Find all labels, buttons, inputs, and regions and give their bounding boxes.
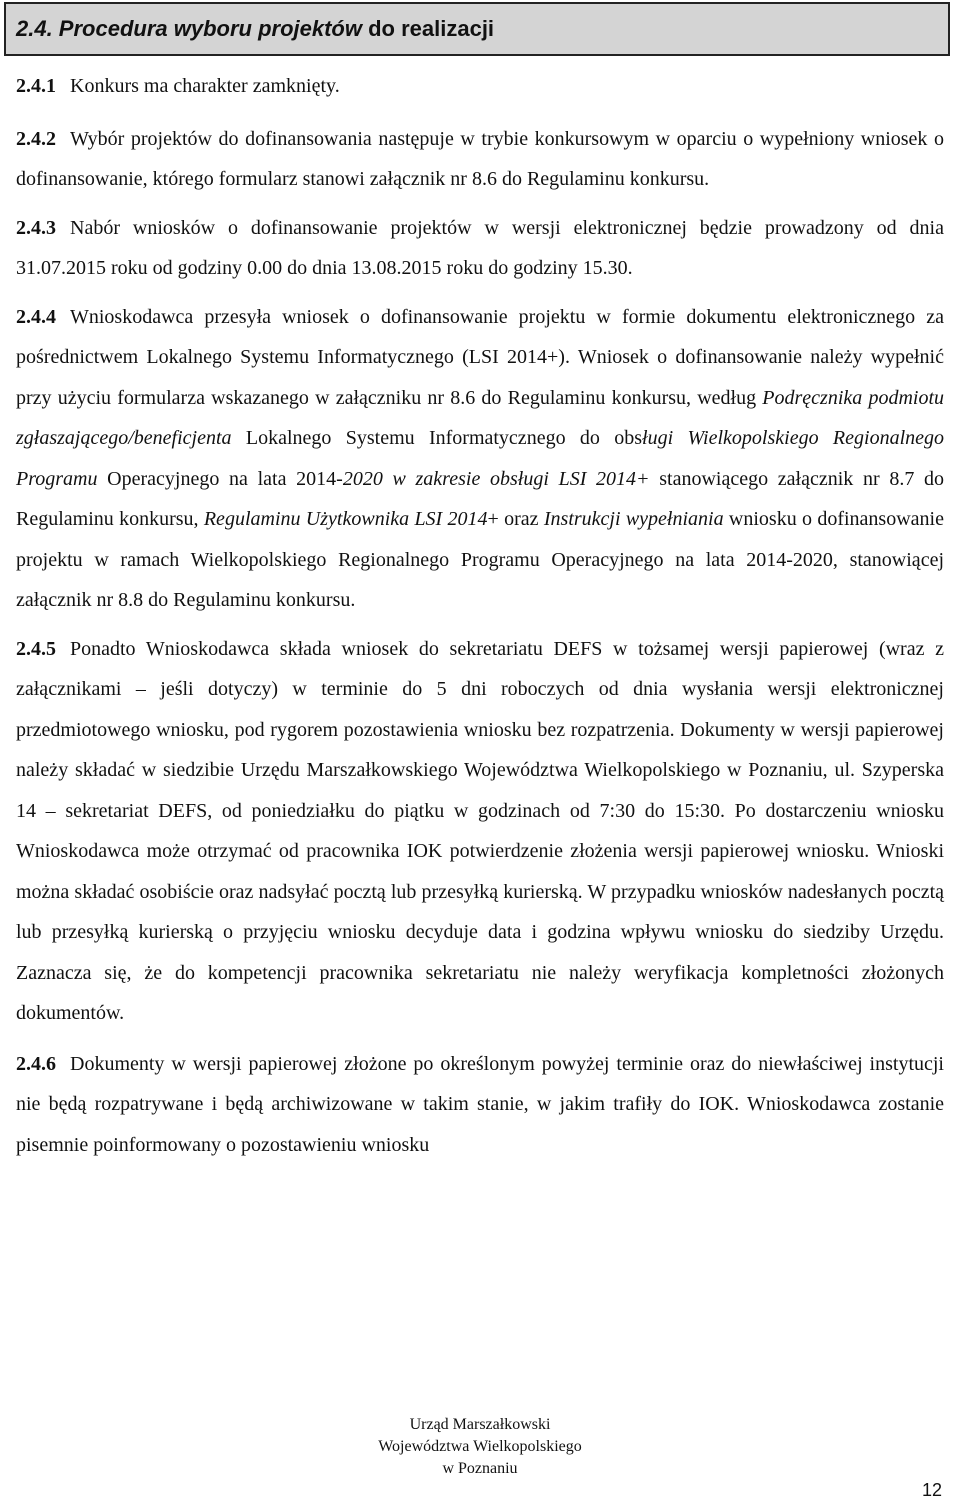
footer-line-3: w Poznaniu <box>442 1460 518 1477</box>
paragraph-2-4-3 <box>16 208 944 289</box>
section-title-italic: 2.4. Procedura wyboru projektów <box>16 16 362 41</box>
paragraph-number: 2.4.3 <box>16 216 56 239</box>
paragraph-text: Wybór projektów do dofinansowania następuje w trybie konkursowym w oparciu o wypełniony wniosek o dofinansowanie, którego formularz stanowi załącznik nr 8.6 do Regulaminu konkursu. <box>16 127 944 190</box>
footer-line-1: Urząd Marszałkowski <box>409 1416 551 1433</box>
section-title <box>16 16 494 42</box>
paragraph-text-e: + oraz <box>487 508 544 530</box>
paragraph-text: Konkurs ma charakter zamknięty. <box>70 75 340 97</box>
paragraph-text: Nabór wniosków o dofinansowanie projektów w wersji elektronicznej będzie prowadzony od dnia 31.07.2015 roku od godziny 0.00 do dnia 13.08.2015 roku do godziny 15.30. <box>16 216 944 279</box>
paragraph-2-4-2 <box>16 119 944 200</box>
paragraph-2-4-5 <box>16 629 944 1034</box>
paragraph-italic-c: 2020 w zakresie obsługi LSI 2014+ <box>342 467 650 490</box>
paragraph-number: 2.4.6 <box>16 1052 56 1075</box>
paragraph-italic-b: ługi Wielkopolskiego Regionalnego Programu <box>16 427 945 490</box>
paragraph-text-f: wniosku o dofinansowanie projektu w ramach Wielkopolskiego Regionalnego Programu Operacyjnego na lata 2014-2020, stanowiącej załącznik nr 8.8 do Regulaminu konkursu. <box>16 508 944 611</box>
page-footer <box>0 1414 960 1480</box>
paragraph-2-4-6 <box>16 1044 944 1166</box>
paragraph-2-4-1 <box>16 66 944 107</box>
paragraph-text: Dokumenty w wersji papierowej złożone po określonym powyżej terminie oraz do niewłaściwej instytucji nie będą rozpatrywane i będą archiwizowane w takim stanie, w jakim trafiły do IOK. Wnioskodawca zostanie pisemnie poinformowany o pozostawieniu wniosku <box>16 1052 944 1156</box>
paragraph-text-b: Lokalnego Systemu Informatycznego do obs <box>231 427 643 449</box>
paragraph-text: Ponadto Wnioskodawca składa wniosek do sekretariatu DEFS w tożsamej wersji papierowej (wraz z załącznikami – jeśli dotyczy) w terminie do 5 dni roboczych od dnia wysłania wersji elektronicznej przedmiotowego wniosku, pod rygorem pozostawienia wniosku bez rozpatrzenia. Dokumenty w wersji papierowej należy składać w siedzibie Urzędu Marszałkowskiego Województwa Wielkopolskiego w Poznaniu, ul. Szyperska 14 – sekretariat DEFS, od poniedziałku do piątku w godzinach od 7:30 do 15:30. Po dostarczeniu wniosku Wnioskodawca może otrzymać od pracownika IOK potwierdzenie złożenia wersji papierowej wniosku. Wnioski można składać osobiście oraz nadsyłać pocztą lub przesyłką kurierską. W przypadku wniosków nadesłanych pocztą lub przesyłką kurierską o przyjęciu wniosku decyduje data i godzina wpływu wniosku do siedziby Urzędu. Zaznacza się, że do kompetencji pracownika sekretariatu nie należy weryfikacja kompletności złożonych dokumentów. <box>16 637 944 1024</box>
section-title-rest: do realizacji <box>361 16 495 41</box>
footer-line-2: Województwa Wielkopolskiego <box>378 1438 582 1455</box>
paragraph-text-c: Operacyjnego na lata 2014- <box>97 467 343 490</box>
paragraph-number: 2.4.1 <box>16 75 56 97</box>
document-body <box>16 62 944 1171</box>
section-header <box>4 2 950 56</box>
paragraph-italic-a: Podręcznika podmiotu zgłaszającego/beneficjenta <box>16 386 944 449</box>
paragraph-italic-d: Regulaminu Użytkownika LSI 2014 <box>203 508 488 530</box>
paragraph-number: 2.4.2 <box>16 127 56 150</box>
paragraph-italic-e: Instrukcji wypełniania <box>543 508 724 530</box>
paragraph-2-4-4 <box>16 297 944 621</box>
paragraph-number: 2.4.5 <box>16 637 56 660</box>
paragraph-number: 2.4.4 <box>16 305 56 328</box>
page-number: 12 <box>921 1480 942 1500</box>
paragraph-text-d: stanowiącego załącznik nr 8.7 do Regulaminu konkursu, <box>16 467 945 530</box>
paragraph-text-a: Wnioskodawca przesyła wniosek o dofinansowanie projektu w formie dokumentu elektronicznego za pośrednictwem Lokalnego Systemu Informatycznego (LSI 2014+). Wniosek o dofinansowanie należy wypełnić przy użyciu formularza wskazanego w załączniku nr 8.6 do Regulaminu konkursu, według <box>16 305 944 409</box>
